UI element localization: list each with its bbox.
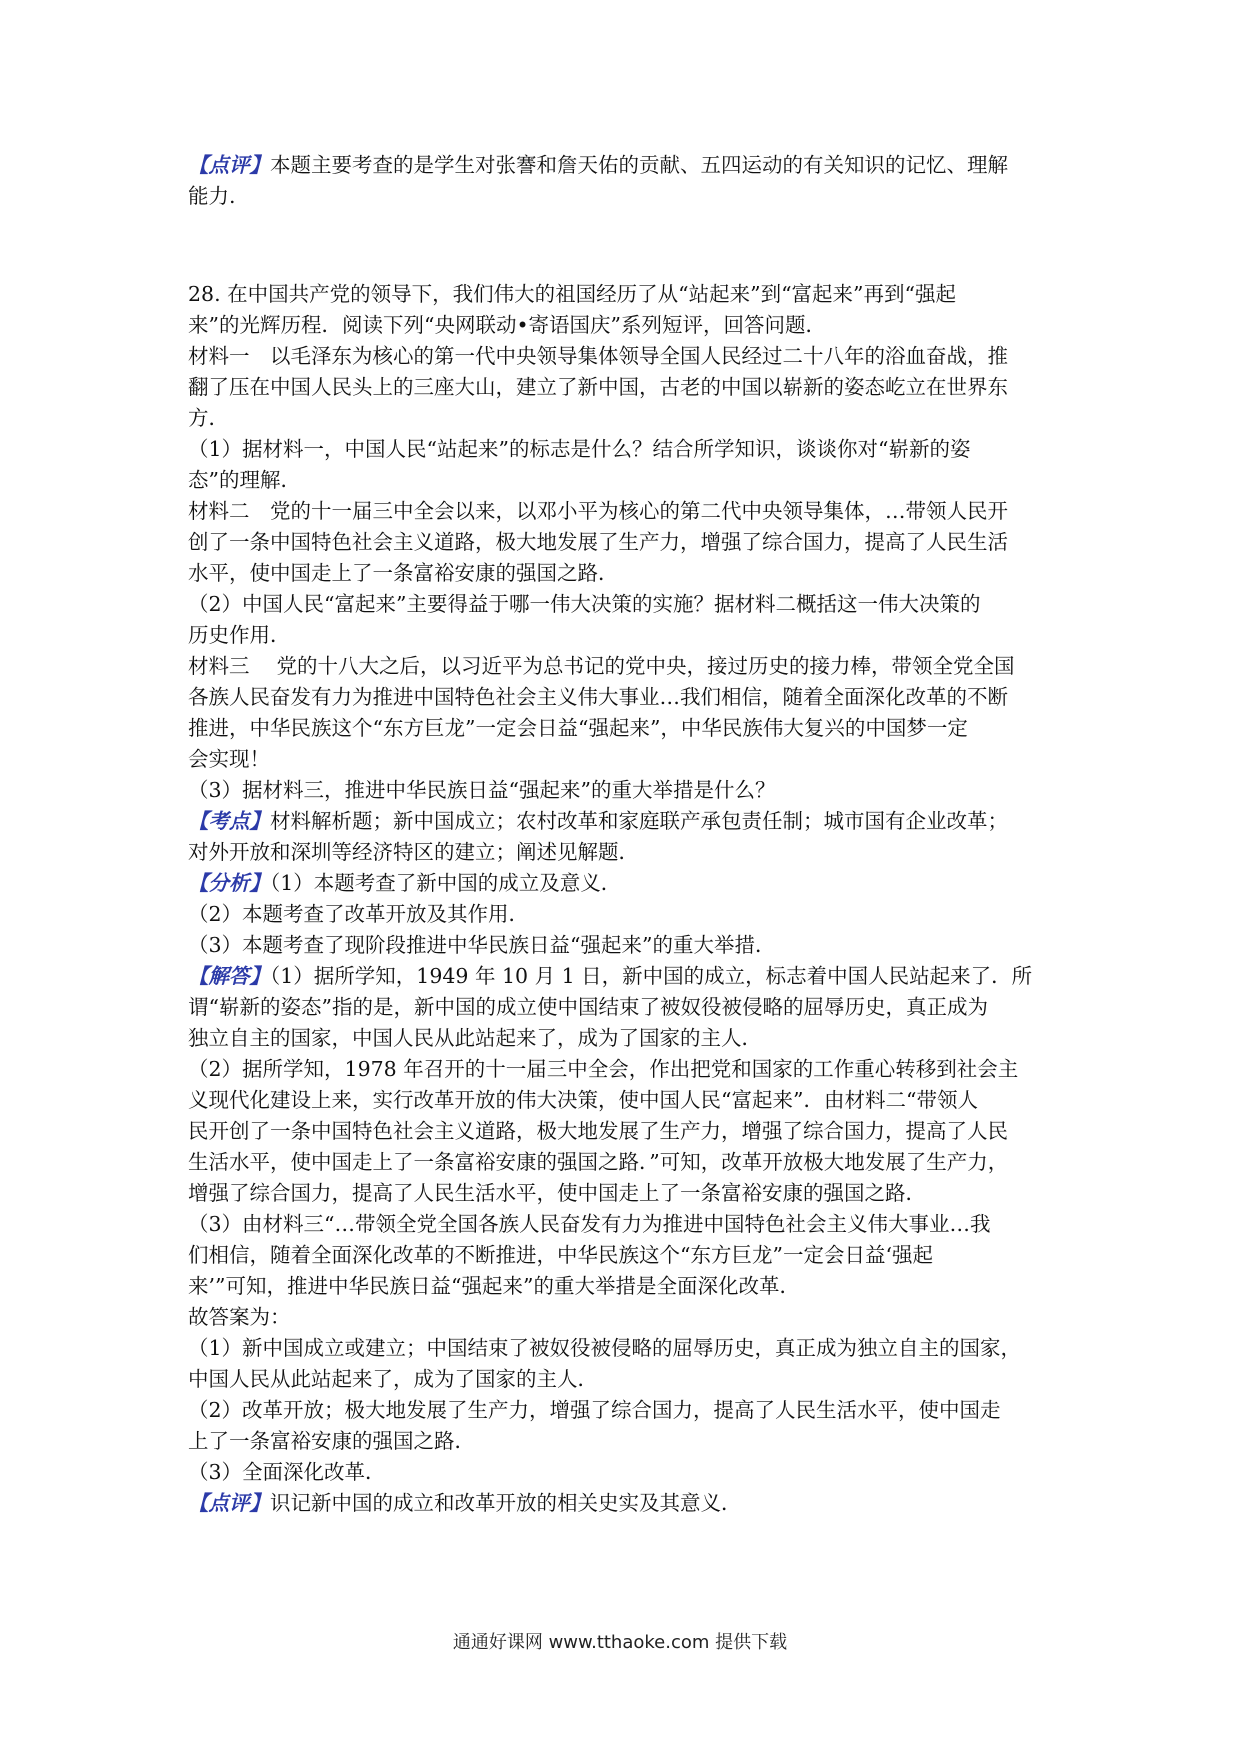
review-text: 本题主要考查的是学生对张謇和詹天佑的贡献、五四运动的有关知识的记忆、理解	[270, 153, 1008, 177]
jieda-line: 生活水平，使中国走上了一条富裕安康的强国之路．”可知，改革开放极大地发展了生产力，	[188, 1150, 1009, 1174]
review-text: 识记新中国的成立和改革开放的相关史实及其意义．	[270, 1491, 742, 1515]
kaodian-line: 对外开放和深圳等经济特区的建立；阐述见解题．	[188, 840, 639, 864]
answer-line: （3）全面深化改革．	[188, 1460, 386, 1484]
jieda-line: 增强了综合国力，提高了人民生活水平，使中国走上了一条富裕安康的强国之路．	[188, 1181, 926, 1205]
material-line: 材料一 以毛泽东为核心的第一代中央领导集体领导全国人民经过二十八年的浴血奋战，推	[188, 344, 1008, 368]
answer-heading: 故答案为：	[188, 1305, 291, 1329]
material-line: 推进，中华民族这个“东方巨龙”一定会日益“强起来”，中华民族伟大复兴的中国梦一定	[188, 716, 968, 740]
material-line: 水平，使中国走上了一条富裕安康的强国之路．	[188, 561, 619, 585]
review-line: 能力.	[188, 184, 236, 208]
jieda-line	[188, 961, 1060, 992]
jieda-line: 们相信，随着全面深化改革的不断推进，中华民族这个“东方巨龙”一定会日益‘强起	[188, 1243, 933, 1267]
fenxi-text: （1）本题考查了新中国的成立及意义．	[270, 871, 622, 895]
material-line: 材料三 党的十八大之后，以习近平为总书记的党中央，接过历史的接力棒，带领全党全国	[188, 654, 1015, 678]
jieda-line: 义现代化建设上来，实行改革开放的伟大决策，使中国人民“富起来”．由材料二“带领人	[188, 1088, 978, 1112]
review-tag: 【点评】	[188, 1491, 270, 1515]
jieda-line: 独立自主的国家，中国人民从此站起来了，成为了国家的主人．	[188, 1026, 762, 1050]
jieda-line: （2）据所学知，1978 年召开的十一届三中全会，作出把党和国家的工作重心转移到社会主	[188, 1057, 1019, 1081]
review-line	[188, 150, 1060, 181]
fenxi-tag: 【分析】	[188, 871, 270, 895]
sub-question-line: 态”的理解．	[188, 468, 301, 492]
fenxi-line: （3）本题考查了现阶段推进中华民族日益“强起来”的重大举措．	[188, 933, 776, 957]
fenxi-line: （2）本题考查了改革开放及其作用．	[188, 902, 530, 926]
jieda-line: （3）由材料三“…带领全党全国各族人民奋发有力为推进中国特色社会主义伟大事业…我	[188, 1212, 991, 1236]
page-footer: 通通好课网 www.tthaoke.com 提供下载	[452, 1632, 788, 1653]
review-line	[188, 1488, 1060, 1519]
answer-line: （1）新中国成立或建立；中国结束了被奴役被侵略的屈辱历史，真正成为独立自主的国家，	[188, 1336, 1022, 1360]
material-line: 各族人民奋发有力为推进中国特色社会主义伟大事业…我们相信，随着全面深化改革的不断	[188, 685, 1008, 709]
jieda-tag: 【解答】	[188, 964, 270, 988]
jieda-line: 民开创了一条中国特色社会主义道路，极大地发展了生产力，增强了综合国力，提高了人民	[188, 1119, 1008, 1143]
fenxi-line	[188, 868, 1060, 899]
sub-question-line: 历史作用．	[188, 623, 291, 647]
jieda-text: （1）据所学知，1949 年 10 月 1 日，新中国的成立，标志着中国人民站起来了．所	[270, 964, 1033, 988]
question-28	[188, 279, 1060, 1519]
material-line: 方．	[188, 406, 229, 430]
kaodian-line	[188, 806, 1060, 837]
sub-question-line: （3）据材料三，推进中华民族日益“强起来”的重大举措是什么？	[188, 778, 776, 802]
jieda-line: 谓“崭新的姿态”指的是，新中国的成立使中国结束了被奴役被侵略的屈辱历史，真正成为	[188, 995, 988, 1019]
question-line: 来”的光辉历程．阅读下列“央网联动•寄语国庆”系列短评，回答问题．	[188, 313, 827, 337]
question-line: 28. 在中国共产党的领导下，我们伟大的祖国经历了从“站起来”到“富起来”再到“强起	[188, 282, 957, 306]
answer-line: （2）改革开放；极大地发展了生产力，增强了综合国力，提高了人民生活水平，使中国走	[188, 1398, 1001, 1422]
sub-question-line: （2）中国人民“富起来”主要得益于哪一伟大决策的实施？据材料二概括这一伟大决策的	[188, 592, 981, 616]
material-line: 会实现！	[188, 747, 270, 771]
kaodian-tag: 【考点】	[188, 809, 270, 833]
answer-line: 上了一条富裕安康的强国之路．	[188, 1429, 475, 1453]
material-line: 创了一条中国特色社会主义道路，极大地发展了生产力，增强了综合国力，提高了人民生活	[188, 530, 1008, 554]
material-line: 翻了压在中国人民头上的三座大山，建立了新中国，古老的中国以崭新的姿态屹立在世界东	[188, 375, 1008, 399]
sub-question-line: （1）据材料一，中国人民“站起来”的标志是什么？结合所学知识，谈谈你对“崭新的姿	[188, 437, 971, 461]
jieda-line: 来’”可知，推进中华民族日益“强起来”的重大举措是全面深化改革．	[188, 1274, 800, 1298]
review-tag: 【点评】	[188, 153, 270, 177]
kaodian-text: 材料解析题；新中国成立；农村改革和家庭联产承包责任制；城市国有企业改革；	[270, 809, 1008, 833]
answer-line: 中国人民从此站起来了，成为了国家的主人．	[188, 1367, 598, 1391]
review-block-1	[188, 150, 1060, 212]
material-line: 材料二 党的十一届三中全会以来，以邓小平为核心的第二代中央领导集体，…带领人民开	[188, 499, 1008, 523]
